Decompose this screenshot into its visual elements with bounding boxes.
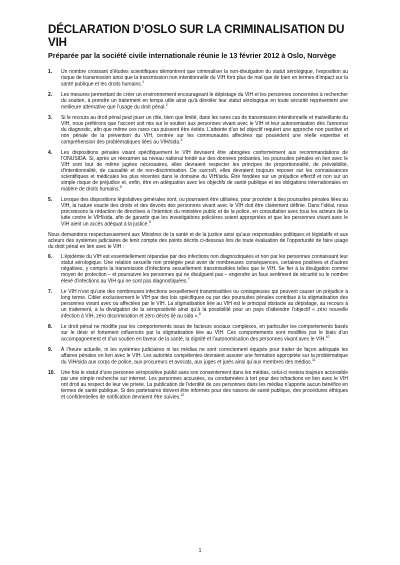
numbered-item <box>48 255 348 285</box>
document-subtitle: Préparée par la société civile internationale réunie le 13 février 2012 à Oslo, Norvège <box>48 51 337 60</box>
item-text-content: Le VIH n’est qu’une des nombreuses infections sexuellement transmissibles ou contagieuses qui peuvent causer un préjudice à long terme. Cibler exclusivement le VIH par des lois spécifiques ou par des poursuites pénales contribue à la stigmatisation des personnes vivant avec ou affectées par le VIH. La stigmatisation liée au VIH est le principal obstacle au dépistage, au recours à un traitement, à la divulgation de la séropositivité ainsi qu’à la possibilité pour un pays d’atteindre l’objectif « zéro nouvelle infection à VIH, zéro discrimination et zéro décès lié au sida ». <box>61 288 348 320</box>
item-text <box>61 93 348 112</box>
item-text-content: Un nombre croissant d’études scientifiques démontrent que criminaliser la non-divulgation du statut sérologique, l’exposition au risque de transmission ainsi que la transmission non intentionnelle du VIH font plus de mal que de bien en termes d’impact sur la santé publique et les droits humains. <box>61 69 348 88</box>
item-number: 4. <box>48 149 53 156</box>
item-text <box>61 348 348 367</box>
intro-paragraph: Nous demandons respectueusement aux Ministres de la santé et de la justice ainsi qu’aux responsables politiques et législatifs et aux acteurs des systèmes judiciaires de tenir compte des points décrits ci-dessous lors de toute évaluation de l’opportunité de faire usage du droit pénal en lien avec le VIH : <box>48 231 348 250</box>
page-number: 1 <box>198 548 202 554</box>
item-text <box>61 371 348 401</box>
item-text-content: Si le recours au droit pénal peut jouer un rôle, bien que limité, dans les rares cas de transmission intentionnelle et malveillante du VIH, nous préférons que l’accent soit mis sur le soutien aux personnes vivant avec le VIH et leur autonomisation dès l’annonce du diagnostic, afin que même ces rares cas puissent être évités. L’atteinte d’un tel objectif requiert une approche non punitive et non pénale de la prévention du VIH, centrée sur les communautés affectées qui possèdent une réelle expertise et compréhension des problématiques liées au VIH/sida. <box>61 115 348 146</box>
footnote-ref: 1 <box>142 79 145 84</box>
item-number: 8. <box>48 323 53 330</box>
item-text <box>61 255 348 285</box>
numbered-item <box>48 198 348 228</box>
item-number: 3. <box>48 115 53 122</box>
numbered-item <box>48 151 348 193</box>
footnote-ref: 11 <box>311 357 316 362</box>
item-text <box>61 198 348 228</box>
numbered-item <box>48 290 348 320</box>
numbered-item <box>48 116 348 146</box>
numbered-item <box>48 348 348 367</box>
item-number: 6. <box>48 254 53 261</box>
document-body <box>48 70 348 401</box>
item-number: 1. <box>48 69 53 75</box>
item-text <box>61 325 348 344</box>
item-text-content: Une fois le statut d’une personne séropositive publié sans son consentement dans les médias, celui-ci restera toujours accessible par une simple recherche sur internet. Les personnes accusées, ou condamnées à tort pour des infractions en lien avec le VIH ont droit au respect de leur vie privée. La publication de l’identité de ces personnes dans les médias n’apporte aucun bénéfice en termes de santé publique. Si des partenaires doivent être informés pour des raisons de santé publique, des procédures éthiques et confidentielles de notification devraient être suivies. <box>61 369 348 401</box>
document-title: DÉCLARATION D’OSLO SUR LA CRIMINALISATION DU VIH <box>48 24 345 49</box>
item-text-content: Le droit pénal ne modifie pas les comportements issus de facteurs sociaux complexes, en particulier les comportements basés sur le désir et fortement influencés par la stigmatisation liée au VIH. Ces comportements sont modifiés par le biais d’un accompagnement et d’un soutien en faveur de la santé, la dignité et l’autonomisation des personnes vivant avec le VIH. <box>61 323 348 343</box>
footnote-ref: 10 <box>325 334 330 339</box>
footnote-ref: 12 <box>180 392 185 397</box>
item-text <box>61 151 348 193</box>
footnote-ref: 3 <box>180 137 183 142</box>
numbered-item <box>48 371 348 401</box>
considerations-list <box>48 255 348 401</box>
item-text <box>61 290 348 320</box>
item-text-content: Les mesures permettant de créer un environnement encourageant le dépistage du VIH et les personnes concernées à rechercher du soutien, à prendre un traitement en temps utile ainsi qu’à dévoiler leur statut sérologique en toute sécurité représentent une meilleure alternative que l’usage du droit pénal. <box>61 92 348 111</box>
item-number: 2. <box>48 92 53 99</box>
item-text-content: L’épidémie du VIH est essentiellement répandue par des infections non diagnostiquées et non par les personnes connaissant leur statut sérologique. Une relation sexuelle non protégée peut avoir de nombreuses conséquences, certaines positives et d’autres négatives, y compris la transmission d’infections sexuellement transmissibles telles que le VIH. Se fier à la divulgation comme moyen de protection – et poursuivre les personnes qui ne divulguent pas – engendre un faux sentiment de sécurité vu le nombre élevé d’infections au VIH qui ne sont pas diagnostiquées. <box>61 254 348 285</box>
item-text <box>61 116 348 146</box>
item-number: 10. <box>48 369 55 376</box>
item-text-content: À l’heure actuelle, ni les systèmes judiciaires ni les médias ne sont correctement équipés pour traiter de façon adéquate les affaires pénales en lien avec le VIH. Les autorités compétentes devraient assurer une formation appropriée sur la problématique du VIH/sida aux corps de police, aux procureurs et avocats, aux juges et jurés ainsi qu’aux membres des médias. <box>61 346 348 366</box>
recommendations-list <box>48 70 348 228</box>
item-number: 9. <box>48 346 53 353</box>
numbered-item <box>48 93 348 112</box>
item-number: 7. <box>48 288 53 295</box>
item-text-content: Les dispositions pénales visant spécifiquement le VIH devraient être abrogées conformément aux recommandations de l’ONUSIDA. Si, après un réexamen au niveau national fondé sur des données probantes, les poursuites pénales en lien avec le VIH sont tout de même jugées nécessaires, elles devraient respecter les principes de proportionnalité, de prévisibilité, d’intentionnalité, de causalité et de non-discrimination. De surcroît, elles devraient toujours reposer sur les connaissances scientifiques et médicales les plus récentes dans le domaine du VIH/sida. Être fondées sur un préjudice effectif et non sur un simple risque de préjudice et, enfin, être en adéquation avec les objectifs de santé publique et les obligations internationales en matière de droits humains. <box>61 149 348 193</box>
numbered-item <box>48 325 348 344</box>
footnote-ref: 7 <box>187 276 190 281</box>
footnote-ref: 2 <box>165 102 168 107</box>
footnote-ref: 5 <box>119 184 122 189</box>
footnote-ref: 6 <box>148 219 151 224</box>
item-text <box>61 70 348 89</box>
item-text-content: Lorsque des dispositions législatives générales sont, ou pourraient être utilisées, pour procéder à des poursuites pénales liées au VIH, la nature exacte des droits et des devoirs des personnes vivant avec le VIH doit être clairement définie. Dans l’idéal, nous préconisons la rédaction de directives à l’intention du ministère public et de la police, en consultation avec tous les acteurs de la lutte contre le VIH/sida, afin de garantir que les investigations policières soient appropriées et que les personnes vivant avec le VIH aient un accès adéquat à la justice. <box>61 196 348 228</box>
footnote-ref: 8 <box>198 311 201 316</box>
numbered-item <box>48 70 348 89</box>
item-number: 5. <box>48 196 53 203</box>
